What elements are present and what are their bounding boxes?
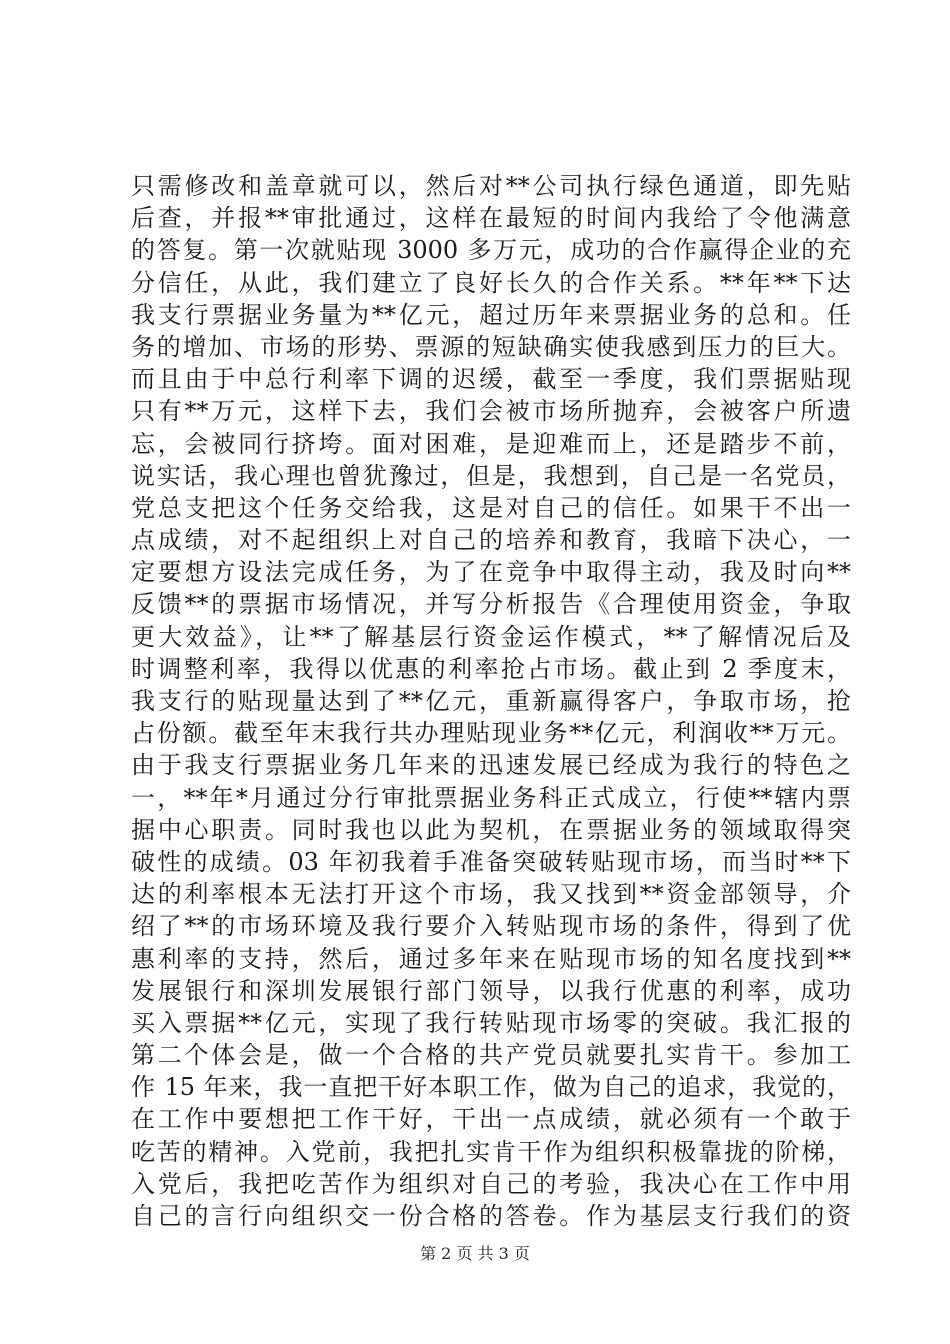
text-line: 我支行的贴现量达到了**亿元，重新赢得客户，争取市场，抢 bbox=[131, 687, 851, 715]
text-line: 在工作中要想把工作干好，干出一点成绩，就必须有一个敢于 bbox=[131, 1105, 851, 1134]
text-line: 说实话，我心理也曾犹豫过，但是，我想到，自己是一名党员， bbox=[131, 461, 851, 490]
text-line: 吃苦的精神。入党前，我把扎实肯干作为组织积极靠拢的阶梯， bbox=[131, 1137, 851, 1166]
text-line: 务的增加、市场的形势、票源的短缺确实使我感到压力的巨大。 bbox=[131, 332, 851, 361]
text-line: 忘，会被同行挤垮。面对困难，是迎难而上，还是踏步不前， bbox=[131, 429, 851, 458]
text-line: 占份额。截至年末我行共办理贴现业务**亿元，利润收**万元。 bbox=[131, 719, 851, 748]
text-line: 反馈**的票据市场情况，并写分析报告《合理使用资金，争取 bbox=[131, 590, 851, 619]
text-line: 后查，并报**审批通过，这样在最短的时间内我给了令他满意 bbox=[131, 204, 851, 233]
text-line: 惠利率的支持，然后，通过多年来在贴现市场的知名度找到** bbox=[131, 944, 851, 973]
text-line: 入党后，我把吃苦作为组织对自己的考验，我决心在工作中用 bbox=[131, 1169, 851, 1198]
text-line: 时调整利率，我得以优惠的利率抢占市场。截止到 2 季度末， bbox=[131, 654, 851, 683]
text-line: 的答复。第一次就贴现 3000 多万元，成功的合作赢得企业的充 bbox=[131, 236, 851, 265]
text-line: 点成绩，对不起组织上对自己的培养和教育，我暗下决心，一 bbox=[131, 526, 851, 555]
text-line: 作 15 年来，我一直把干好本职工作，做为自己的追求，我觉的， bbox=[131, 1073, 851, 1102]
text-line: 买入票据**亿元，实现了我行转贴现市场零的突破。我汇报的 bbox=[131, 1008, 851, 1037]
text-line: 一，**年*月通过分行审批票据业务科正式成立，行使**辖内票 bbox=[131, 783, 851, 812]
text-line: 发展银行和深圳发展银行部门领导，以我行优惠的利率，成功 bbox=[131, 976, 851, 1005]
text-line: 达的利率根本无法打开这个市场，我又找到**资金部领导，介 bbox=[131, 880, 851, 909]
page-number-footer: 第 2 页 共 3 页 bbox=[420, 1244, 530, 1263]
text-line: 而且由于中总行利率下调的迟缓，截至一季度，我们票据贴现 bbox=[131, 365, 851, 394]
text-line: 更大效益》，让**了解基层行资金运作模式，**了解情况后及 bbox=[131, 622, 851, 651]
text-line: 只有**万元，这样下去，我们会被市场所抛弃，会被客户所遗 bbox=[131, 397, 851, 426]
text-line: 党总支把这个任务交给我，这是对自己的信任。如果干不出一 bbox=[131, 493, 851, 522]
text-line: 自己的言行向组织交一份合格的答卷。作为基层支行我们的资 bbox=[131, 1202, 851, 1230]
text-line: 只需修改和盖章就可以，然后对**公司执行绿色通道，即先贴 bbox=[131, 172, 851, 200]
text-line: 据中心职责。同时我也以此为契机，在票据业务的领域取得突 bbox=[131, 815, 851, 844]
text-line: 由于我支行票据业务几年来的迅速发展已经成为我行的特色之 bbox=[131, 751, 851, 780]
text-line: 定要想方设法完成任务，为了在竞争中取得主动，我及时向** bbox=[131, 558, 851, 587]
text-line: 绍了**的市场环境及我行要介入转贴现市场的条件，得到了优 bbox=[131, 912, 851, 941]
text-line: 第二个体会是，做一个合格的共产党员就要扎实肯干。参加工 bbox=[131, 1041, 851, 1070]
text-line: 破性的成绩。03 年初我着手准备突破转贴现市场，而当时**下 bbox=[131, 847, 851, 876]
text-line: 我支行票据业务量为**亿元，超过历年来票据业务的总和。任 bbox=[131, 300, 851, 329]
text-line: 分信任，从此，我们建立了良好长久的合作关系。**年**下达 bbox=[131, 268, 851, 297]
body-text bbox=[131, 170, 851, 1232]
